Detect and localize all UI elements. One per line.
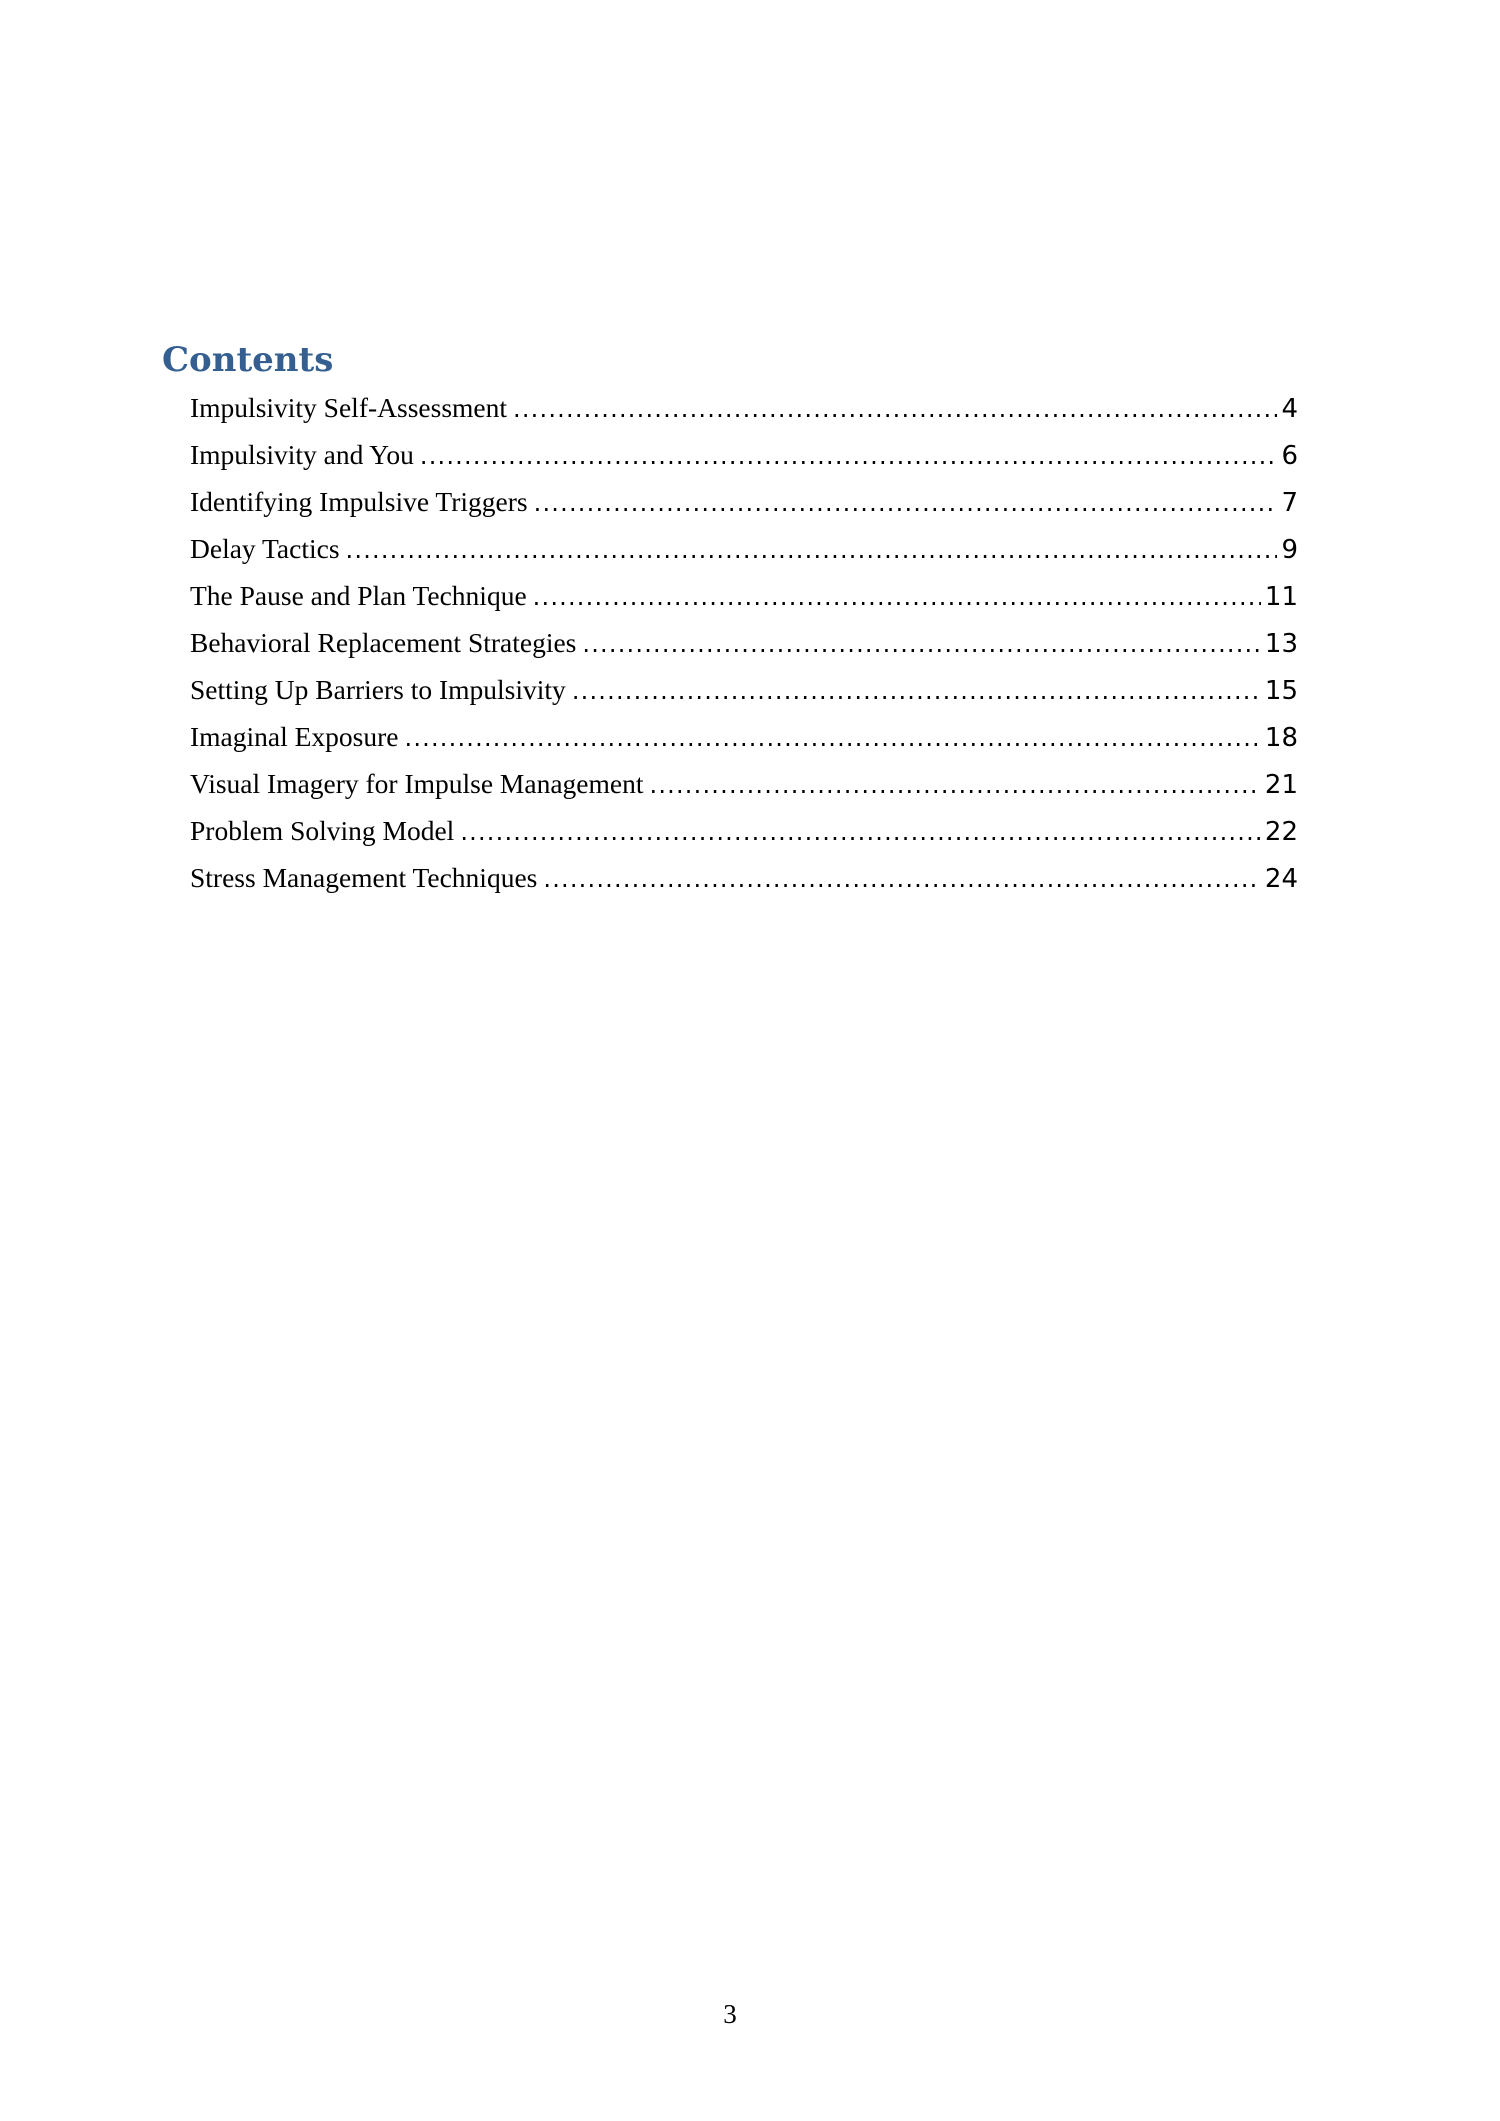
toc-entry-page: 15 — [1264, 676, 1298, 706]
toc-entry-label: Stress Management Techniques — [190, 862, 538, 893]
toc-entry[interactable] — [190, 666, 1298, 713]
toc-entry[interactable] — [190, 525, 1298, 572]
toc-entry[interactable] — [190, 807, 1298, 854]
toc-entry[interactable] — [190, 431, 1298, 478]
toc-entry-page: 7 — [1281, 488, 1298, 518]
toc-entry[interactable] — [190, 854, 1298, 901]
toc-entry-label: Delay Tactics — [190, 533, 340, 564]
toc-dot-leader — [513, 386, 1277, 433]
toc-dot-leader — [572, 668, 1261, 715]
toc-dot-leader — [649, 762, 1260, 809]
toc-entry-label: Impulsivity and You — [190, 439, 414, 470]
toc-dot-leader — [582, 621, 1261, 668]
toc-entry-page: 22 — [1264, 817, 1298, 847]
toc-entry[interactable] — [190, 572, 1298, 619]
toc-entry-label: Behavioral Replacement Strategies — [190, 627, 577, 658]
toc-entry[interactable] — [190, 760, 1298, 807]
toc-entry-label: Impulsivity Self-Assessment — [190, 392, 508, 423]
toc-entry-page: 4 — [1281, 394, 1298, 424]
toc-entry-page: 18 — [1264, 723, 1298, 753]
toc-dot-leader — [543, 856, 1261, 903]
toc-entry-page: 11 — [1264, 582, 1298, 612]
toc-entry-page: 13 — [1264, 629, 1298, 659]
toc-entry-label: Visual Imagery for Impulse Management — [190, 768, 644, 799]
toc-entry-label: Problem Solving Model — [190, 815, 455, 846]
toc-entry-label: Identifying Impulsive Triggers — [190, 486, 528, 517]
toc-list — [190, 384, 1298, 901]
toc-entry[interactable] — [190, 384, 1298, 431]
toc-entry-page: 24 — [1264, 864, 1298, 894]
toc-entry-page: 6 — [1281, 441, 1298, 471]
toc-entry-label: Setting Up Barriers to Impulsivity — [190, 674, 566, 705]
toc-entry[interactable] — [190, 478, 1298, 525]
toc-dot-leader — [346, 527, 1278, 574]
toc-entry[interactable] — [190, 713, 1298, 760]
toc-dot-leader — [404, 715, 1260, 762]
toc-entry-page: 9 — [1281, 535, 1298, 565]
toc-entry-label: Imaginal Exposure — [190, 721, 399, 752]
toc-entry-label: The Pause and Plan Technique — [190, 580, 527, 611]
page-number: 3 — [723, 1999, 737, 2029]
toc-dot-leader — [533, 574, 1261, 621]
toc-dot-leader — [534, 480, 1278, 527]
toc-entry[interactable] — [190, 619, 1298, 666]
toc-entry-page: 21 — [1264, 770, 1298, 800]
toc-dot-leader — [460, 809, 1261, 856]
toc-title: Contents — [162, 340, 334, 380]
toc-dot-leader — [420, 433, 1278, 480]
